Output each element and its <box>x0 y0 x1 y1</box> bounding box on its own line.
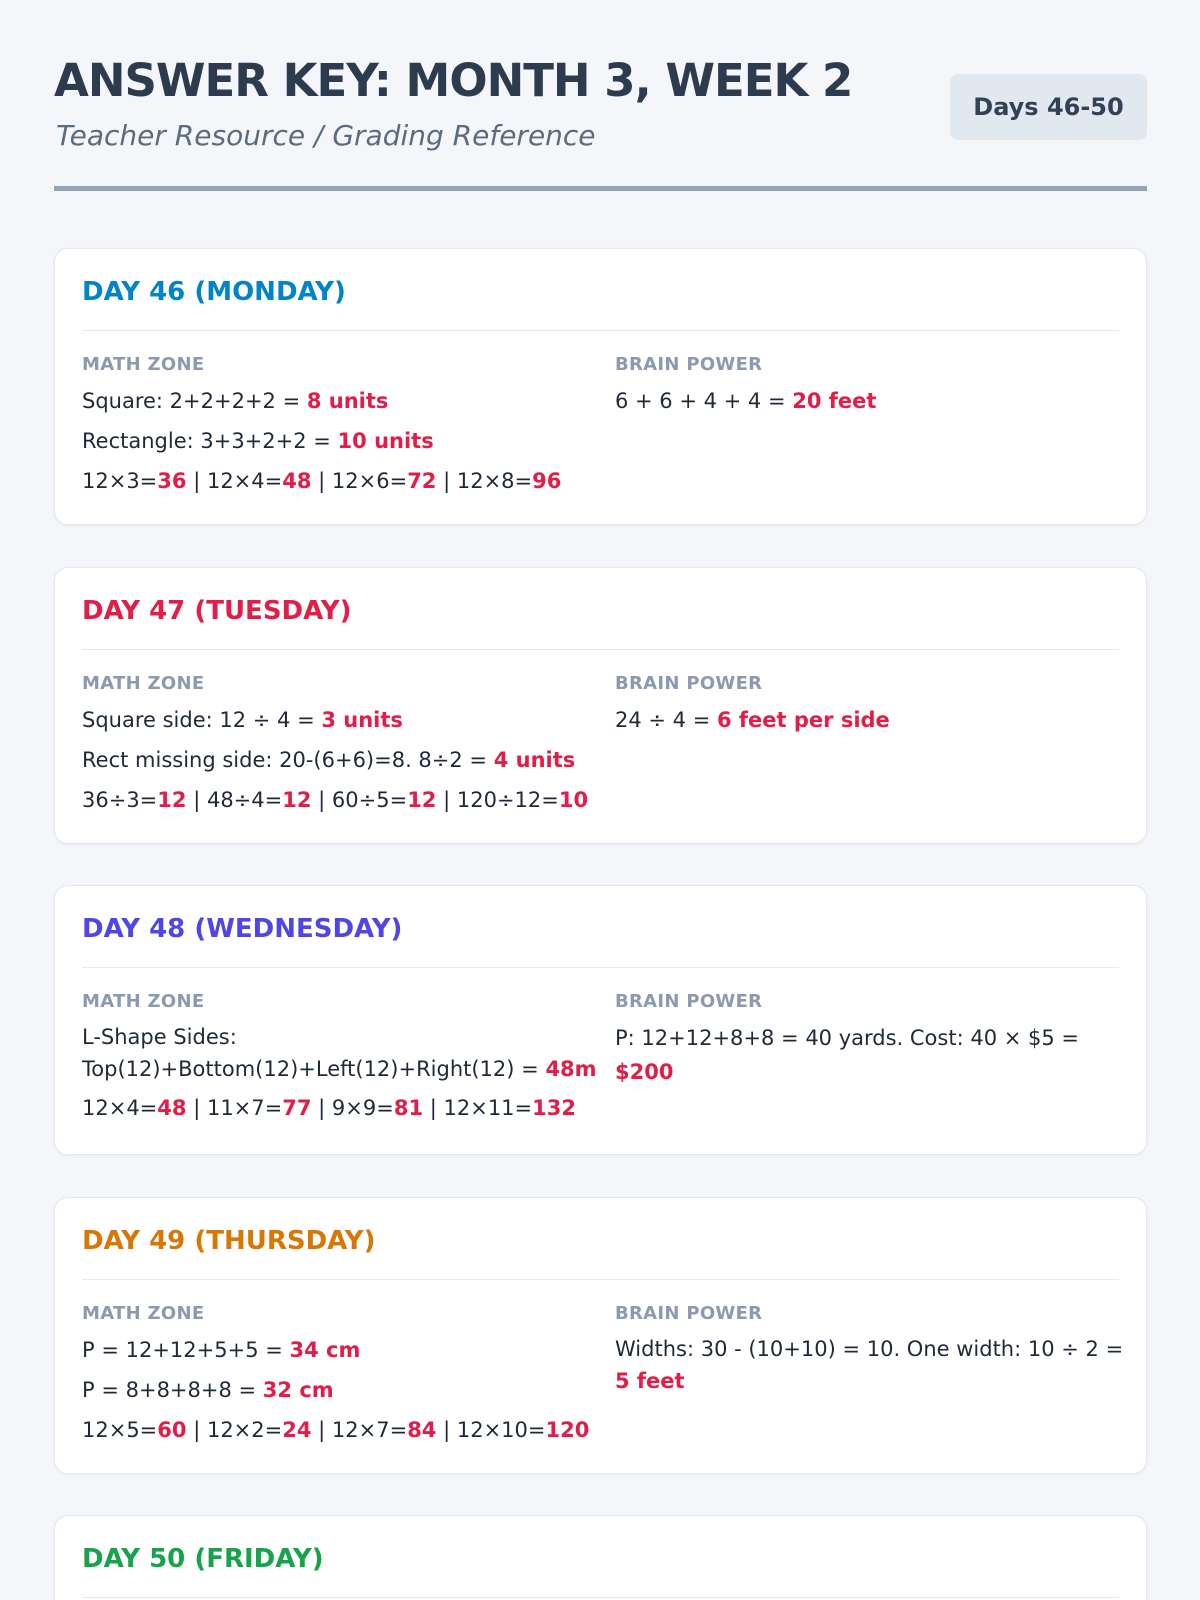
answer-line <box>82 703 607 737</box>
fact-answer: 81 <box>393 1096 424 1120</box>
answer-text: 3 units <box>321 708 403 732</box>
brain-power-label: BRAIN POWER <box>615 354 763 375</box>
page-header <box>54 0 1147 191</box>
day-title: DAY 46 (MONDAY) <box>82 277 346 307</box>
answer-line <box>82 384 607 418</box>
math-zone-label: MATH ZONE <box>82 991 205 1012</box>
answer-line <box>82 424 607 458</box>
answer-text: 5 feet <box>615 1369 685 1393</box>
answer-text: 34 cm <box>289 1338 361 1362</box>
fact-answer: 72 <box>407 469 437 493</box>
divider <box>82 1279 1119 1280</box>
brain-power-section <box>615 989 1135 1089</box>
math-zone-label: MATH ZONE <box>82 354 205 375</box>
divider <box>82 649 1119 650</box>
brain-power-section <box>615 352 1135 418</box>
answer-key-page <box>54 0 1147 1574</box>
answer-line <box>615 1333 1135 1397</box>
brain-power-label: BRAIN POWER <box>615 991 763 1012</box>
fact-question: 12×4= <box>82 1096 158 1120</box>
question-text: Square: 2+2+2+2 = <box>82 389 307 413</box>
day-title: DAY 48 (WEDNESDAY) <box>82 914 403 944</box>
fact-question: 12×8= <box>456 469 533 493</box>
answer-text: 32 cm <box>262 1378 334 1402</box>
fact-answer: 12 <box>407 788 437 812</box>
answer-line <box>82 743 607 777</box>
question-text: 24 ÷ 4 = <box>615 708 717 732</box>
math-zone-label: MATH ZONE <box>82 1303 205 1324</box>
fact-answer: 120 <box>545 1418 590 1442</box>
day-48-card <box>54 885 1147 1155</box>
answer-text: 10 units <box>337 429 434 453</box>
question-text: P = 12+12+5+5 = <box>82 1338 290 1362</box>
page-subtitle: Teacher Resource / Grading Reference <box>56 119 596 152</box>
fact-answer: 48 <box>157 1096 187 1120</box>
divider <box>82 967 1119 968</box>
fact-question: 9×9= <box>331 1096 394 1120</box>
answer-line <box>82 1333 607 1367</box>
fact-answer: 48 <box>282 469 312 493</box>
fact-answer: 77 <box>282 1096 312 1120</box>
answer-line <box>615 703 1135 737</box>
answer-text: 20 feet <box>792 389 877 413</box>
fact-question: 11×7= <box>206 1096 283 1120</box>
fact-answer: 132 <box>532 1096 576 1120</box>
question-text: 6 + 6 + 4 + 4 = <box>615 389 793 413</box>
math-zone-section <box>82 1301 607 1447</box>
facts-line: 36÷3=12 | 48÷4=12 | 60÷5=12 | 120÷12=10 <box>82 788 589 812</box>
day-49-card <box>54 1197 1147 1474</box>
brain-power-label: BRAIN POWER <box>615 1303 763 1324</box>
page-title: ANSWER KEY: MONTH 3, WEEK 2 <box>54 54 853 107</box>
fact-question: 36÷3= <box>82 788 158 812</box>
math-zone-section <box>82 352 607 498</box>
question-text: Square side: 12 ÷ 4 = <box>82 708 322 732</box>
days-range-badge: Days 46-50 <box>950 74 1147 140</box>
divider <box>82 330 1119 331</box>
fact-answer: 60 <box>157 1418 187 1442</box>
question-text: Widths: 30 - (10+10) = 10. One width: 10 ÷ 2 = <box>615 1337 1124 1361</box>
day-46-card <box>54 248 1147 525</box>
fact-question: 12×10= <box>456 1418 546 1442</box>
question-text: L-Shape Sides: Top(12)+Bottom(12)+Left(12)+Right(12) = <box>82 1025 546 1081</box>
answer-line <box>615 384 1135 418</box>
fact-question: 12×3= <box>82 469 158 493</box>
question-text: Rectangle: 3+3+2+2 = <box>82 429 338 453</box>
brain-power-section <box>615 1301 1135 1397</box>
day-title: DAY 49 (THURSDAY) <box>82 1226 376 1256</box>
math-zone-label: MATH ZONE <box>82 673 205 694</box>
question-text: P: 12+12+8+8 = 40 yards. Cost: 40 × $5 = <box>615 1026 1079 1050</box>
question-text: Rect missing side: 20-(6+6)=8. 8÷2 = <box>82 748 494 772</box>
fact-question: 12×7= <box>331 1418 408 1442</box>
day-50-card <box>54 1515 1147 1600</box>
answer-text: 8 units <box>306 389 389 413</box>
answer-line <box>615 1021 1135 1089</box>
question-text: P = 8+8+8+8 = <box>82 1378 263 1402</box>
day-title: DAY 47 (TUESDAY) <box>82 596 352 626</box>
fact-answer: 36 <box>157 469 187 493</box>
fact-answer: 12 <box>157 788 187 812</box>
fact-answer: 12 <box>282 788 312 812</box>
fact-question: 12×4= <box>206 469 283 493</box>
divider <box>82 1597 1119 1598</box>
answer-line <box>82 1021 607 1085</box>
answer-text: 6 feet per side <box>716 708 890 732</box>
fact-answer: 84 <box>407 1418 437 1442</box>
fact-question: 120÷12= <box>456 788 559 812</box>
fact-question: 12×2= <box>206 1418 283 1442</box>
fact-question: 48÷4= <box>206 788 283 812</box>
day-47-card <box>54 567 1147 844</box>
answer-text: 48m <box>545 1057 597 1081</box>
fact-answer: 24 <box>282 1418 312 1442</box>
facts-line: 12×5=60 | 12×2=24 | 12×7=84 | 12×10=120 <box>82 1418 590 1442</box>
brain-power-section <box>615 671 1135 737</box>
fact-question: 12×5= <box>82 1418 158 1442</box>
answer-text: 4 units <box>493 748 576 772</box>
answer-line <box>82 1373 607 1407</box>
fact-question: 12×11= <box>443 1096 533 1120</box>
facts-line: 12×3=36 | 12×4=48 | 12×6=72 | 12×8=96 <box>82 469 562 493</box>
fact-question: 60÷5= <box>331 788 408 812</box>
answer-text: $200 <box>615 1060 674 1084</box>
fact-answer: 10 <box>558 788 589 812</box>
brain-power-label: BRAIN POWER <box>615 673 763 694</box>
math-zone-section <box>82 671 607 817</box>
day-title: DAY 50 (FRIDAY) <box>82 1544 324 1574</box>
facts-line: 12×4=48 | 11×7=77 | 9×9=81 | 12×11=132 <box>82 1096 576 1120</box>
fact-answer: 96 <box>532 469 562 493</box>
math-zone-section <box>82 989 607 1125</box>
fact-question: 12×6= <box>331 469 408 493</box>
